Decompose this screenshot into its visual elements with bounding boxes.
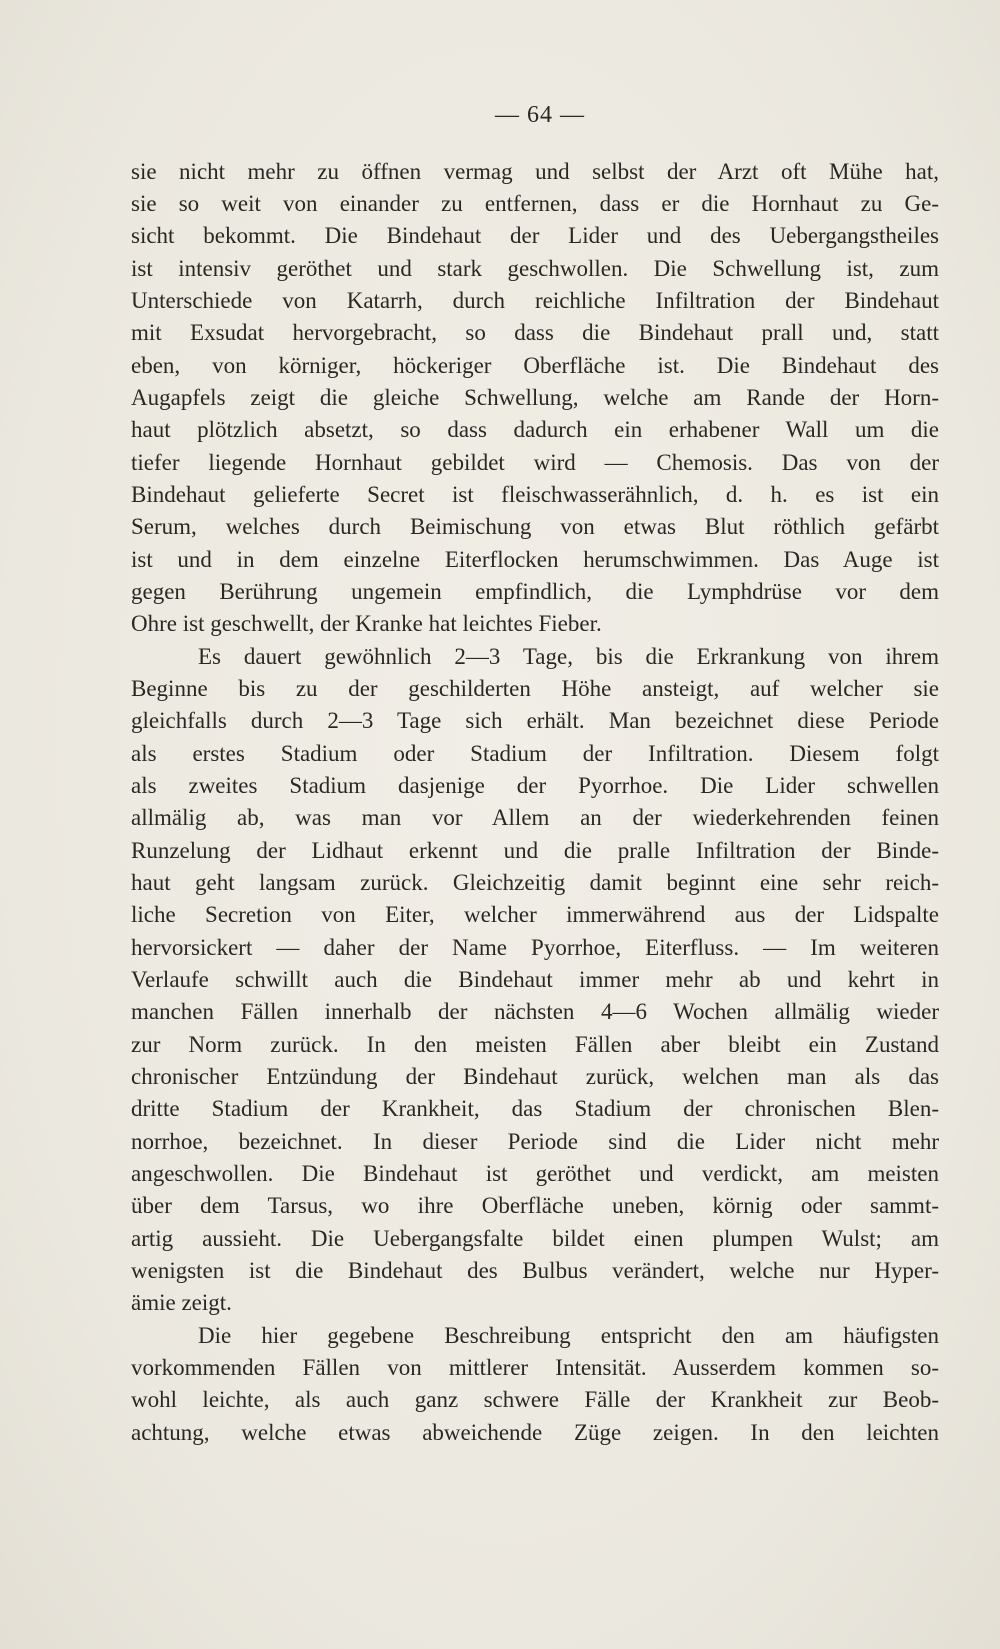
text-line: zur Norm zurück. In den meisten Fällen aber bleibt ein Zustand: [131, 1032, 939, 1057]
page-number: — 64 —: [495, 102, 585, 128]
text-line: Ohre ist geschwellt, der Kranke hat leichtes Fieber.: [131, 611, 602, 636]
text-line: wohl leichte, als auch ganz schwere Fälle der Krankheit zur Beob-: [131, 1387, 939, 1412]
text-line: achtung, welche etwas abweichende Züge zeigen. In den leichten: [131, 1420, 939, 1445]
text-line: wenigsten ist die Bindehaut des Bulbus verändert, welche nur Hyper-: [131, 1258, 939, 1283]
text-line: gleichfalls durch 2—3 Tage sich erhält. Man bezeichnet diese Periode: [131, 708, 939, 733]
text-line: Runzelung der Lidhaut erkennt und die pralle Infiltration der Binde-: [131, 838, 939, 863]
text-line: tiefer liegende Hornhaut gebildet wird — Chemosis. Das von der: [131, 450, 939, 475]
text-line: artig aussieht. Die Uebergangsfalte bildet einen plumpen Wulst; am: [131, 1226, 939, 1251]
text-line: als zweites Stadium dasjenige der Pyorrhoe. Die Lider schwellen: [131, 773, 939, 798]
text-line: Beginne bis zu der geschilderten Höhe ansteigt, auf welcher sie: [131, 676, 939, 701]
text-line: sie so weit von einander zu entfernen, dass er die Hornhaut zu Ge-: [131, 191, 939, 216]
text-line: Bindehaut gelieferte Secret ist fleischwasserähnlich, d. h. es ist ein: [131, 482, 939, 507]
text-line: mit Exsudat hervorgebracht, so dass die Bindehaut prall und, statt: [131, 320, 939, 345]
text-line: als erstes Stadium oder Stadium der Infiltration. Diesem folgt: [131, 741, 939, 766]
text-line: Verlaufe schwillt auch die Bindehaut immer mehr ab und kehrt in: [131, 967, 939, 992]
text-line: Es dauert gewöhnlich 2—3 Tage, bis die Erkrankung von ihrem: [198, 644, 939, 669]
text-line: ämie zeigt.: [131, 1290, 232, 1315]
text-line: Serum, welches durch Beimischung von etwas Blut röthlich gefärbt: [131, 514, 939, 539]
text-line: dritte Stadium der Krankheit, das Stadium der chronischen Blen-: [131, 1096, 939, 1121]
text-line: sie nicht mehr zu öffnen vermag und selbst der Arzt oft Mühe hat,: [131, 159, 939, 184]
text-line: Die hier gegebene Beschreibung entspricht den am häufigsten: [198, 1323, 939, 1348]
text-line: gegen Berührung ungemein empfindlich, die Lymphdrüse vor dem: [131, 579, 939, 604]
text-line: eben, von körniger, höckeriger Oberfläche ist. Die Bindehaut des: [131, 353, 939, 378]
text-line: Unterschiede von Katarrh, durch reichliche Infiltration der Bindehaut: [131, 288, 939, 313]
text-line: chronischer Entzündung der Bindehaut zurück, welchen man als das: [131, 1064, 939, 1089]
text-line: Augapfels zeigt die gleiche Schwellung, welche am Rande der Horn-: [131, 385, 939, 410]
text-line: ist und in dem einzelne Eiterflocken herumschwimmen. Das Auge ist: [131, 547, 939, 572]
text-line: sicht bekommt. Die Bindehaut der Lider und des Uebergangstheiles: [131, 223, 939, 248]
text-line: haut geht langsam zurück. Gleichzeitig damit beginnt eine sehr reich-: [131, 870, 939, 895]
text-line: haut plötzlich absetzt, so dass dadurch ein erhabener Wall um die: [131, 417, 939, 442]
text-line: angeschwollen. Die Bindehaut ist geröthet und verdickt, am meisten: [131, 1161, 939, 1186]
text-line: über dem Tarsus, wo ihre Oberfläche uneben, körnig oder sammt-: [131, 1193, 939, 1218]
text-line: norrhoe, bezeichnet. In dieser Periode sind die Lider nicht mehr: [131, 1129, 939, 1154]
text-line: hervorsickert — daher der Name Pyorrhoe, Eiterfluss. — Im weiteren: [131, 935, 939, 960]
text-line: ist intensiv geröthet und stark geschwollen. Die Schwellung ist, zum: [131, 256, 939, 281]
text-line: liche Secretion von Eiter, welcher immerwährend aus der Lidspalte: [131, 902, 939, 927]
text-line: allmälig ab, was man vor Allem an der wiederkehrenden feinen: [131, 805, 939, 830]
text-line: vorkommenden Fällen von mittlerer Intensität. Ausserdem kommen so-: [131, 1355, 939, 1380]
text-line: manchen Fällen innerhalb der nächsten 4—6 Wochen allmälig wieder: [131, 999, 939, 1024]
